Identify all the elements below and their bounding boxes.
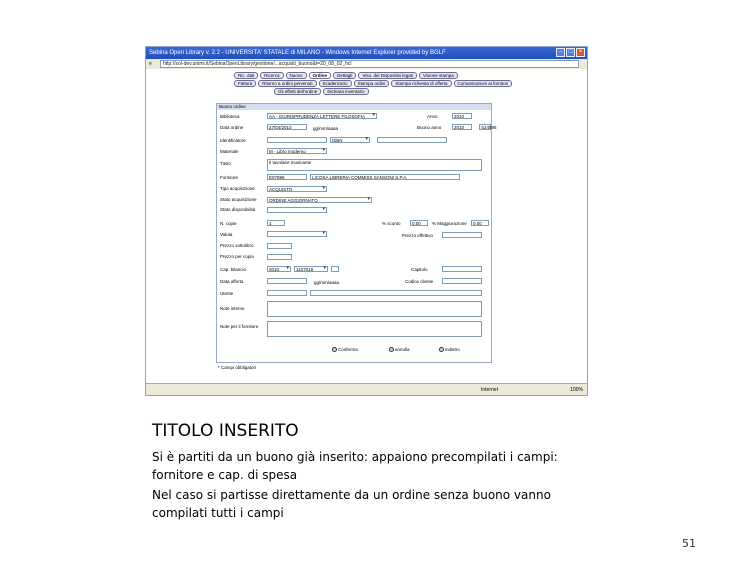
radio-dot-icon: [389, 347, 394, 352]
label-titolo: Titolo: [220, 161, 231, 166]
label-identificatore: Identificatore: [220, 138, 246, 143]
prezzo-sottolibro-field[interactable]: [267, 243, 292, 249]
label-stato: Stato acquisizione: [220, 197, 257, 202]
zoom-level[interactable]: 100%: [570, 387, 583, 393]
label-prezzo: Prezzo effettivo: [402, 233, 433, 238]
slide-line-3: Nel caso si partisse direttamente da un ordine senza buono vanno: [152, 488, 551, 502]
required-note: * Campi obbligatori: [218, 365, 257, 370]
data-offerta-format-hint: gg/mm/aaaa: [314, 280, 340, 285]
data-offerta-field[interactable]: [267, 278, 307, 284]
menu-row-1: [234, 72, 534, 79]
label-valuta: Valuta: [220, 232, 233, 237]
sconto-field[interactable]: 0.00: [410, 220, 428, 226]
isbn-field[interactable]: [377, 137, 447, 143]
slide-line-4: compilati tutti i campi: [152, 506, 284, 520]
stato-disp-select[interactable]: [267, 207, 327, 213]
browser-screenshot: [145, 46, 588, 396]
fornitore-name-field[interactable]: LICOSA LIBRERIA COMMISS SANSONI S.P.A.: [310, 174, 460, 180]
menu-comunicazioni[interactable]: Comunicazioni ai fornitori: [454, 80, 513, 87]
label-buono-anno: Buono anno: [417, 125, 442, 130]
label-data-offerta: Data offerta: [220, 279, 244, 284]
minimize-icon[interactable]: –: [556, 48, 565, 57]
label-note: Note interne: [220, 306, 245, 311]
note-fornitore-area[interactable]: [267, 321, 482, 337]
copie-field[interactable]: 1: [267, 220, 285, 226]
address-bar: [146, 59, 587, 69]
fornitore-code-field[interactable]: E07896: [267, 174, 307, 180]
menu-stampa-richiesta[interactable]: Stampa richiesta di offerta: [391, 80, 451, 87]
codice-field[interactable]: [442, 278, 482, 284]
buono-anno-field[interactable]: 2010: [452, 124, 472, 130]
menu-scadenzario[interactable]: Scadenzario: [319, 80, 352, 87]
radio-dot-icon: [332, 347, 337, 352]
label-note-fornitore: Note per il fornitore: [220, 324, 259, 329]
back-label: indietro: [445, 347, 460, 352]
cap-value-select[interactable]: 1107018 ▾: [294, 266, 328, 272]
menu-ric-dati[interactable]: Ric. dati: [234, 72, 258, 79]
utente-name-field[interactable]: [310, 290, 482, 296]
menu-row-2: [234, 80, 534, 87]
label-sconto: % sconto: [382, 221, 401, 226]
page-content: [146, 69, 587, 385]
confirm-label: Conferma: [338, 347, 358, 352]
zone-label: Internet: [481, 387, 498, 393]
menu-nuovo[interactable]: Nuovo: [286, 72, 307, 79]
slide-heading: TITOLO INSERITO: [152, 421, 299, 441]
back-option[interactable]: [439, 347, 460, 353]
radio-dot-icon: [439, 347, 444, 352]
prezzo-field[interactable]: [442, 232, 482, 238]
stato-select[interactable]: ORDINE AGGIORNATO ▾: [267, 197, 372, 203]
label-maggiorazione: % Maggiorazione: [432, 221, 467, 226]
cancel-option[interactable]: [389, 347, 410, 353]
address-field[interactable]: http://sol-dev.unimi.it/SebinaOpenLibrary/gestione/...acquisti_buono&t=20_08_02_hcl: [160, 60, 579, 68]
order-form: [216, 103, 497, 363]
menu-ritorno[interactable]: Ritorno a ordini pervenuti: [258, 80, 316, 87]
menu-visione-stampa[interactable]: Visione stampa: [419, 72, 458, 79]
identificatore-field[interactable]: [267, 137, 327, 143]
maximize-icon[interactable]: □: [566, 48, 575, 57]
menu-inventario[interactable]: Dichiara inventario: [323, 88, 368, 95]
valuta-select[interactable]: [267, 231, 327, 237]
menu-row-3: [234, 88, 534, 95]
menu-ricerca[interactable]: Ricerca: [260, 72, 283, 79]
prezzo-copia-field[interactable]: [267, 254, 292, 260]
close-icon[interactable]: ×: [576, 48, 585, 57]
label-copie: N. copie: [220, 221, 237, 226]
slide-line-1: Si è partiti da un buono già inserito: appaiono precompilati i campi:: [152, 450, 558, 464]
slide-line-2: fornitore e cap. di spesa: [152, 468, 298, 482]
data-field[interactable]: 27/04/2010: [267, 124, 307, 130]
label-stato-disp: Stato disponibilità: [220, 207, 256, 212]
tipo-select[interactable]: ACQUISTO ▾: [267, 186, 327, 192]
cap-year-select[interactable]: 2010 ▾: [267, 266, 291, 272]
label-codice: Codice cliente: [405, 279, 434, 284]
data-format-hint: gg/mm/aaaa: [313, 126, 339, 131]
note-interne-area[interactable]: [267, 301, 482, 317]
anno-field[interactable]: 2010: [452, 113, 472, 119]
label-biblioteca: Biblioteca: [220, 114, 240, 119]
menu-ordine[interactable]: Ordine: [309, 72, 332, 79]
titolo-field[interactable]: Il tavolaire musicante: [267, 159, 482, 171]
label-utente: Utente: [220, 291, 234, 296]
label-materiale: Materiale: [220, 149, 239, 154]
cap-extra-field[interactable]: [331, 266, 339, 272]
label-capitolo: Capitolo: [411, 267, 428, 272]
utente-field[interactable]: [267, 290, 307, 296]
label-anno: Anno: [427, 114, 438, 119]
ie-icon: e: [149, 61, 152, 67]
label-prezzo-copia: Prezzo per copia: [220, 254, 254, 259]
biblioteca-select[interactable]: AA - GIURISPRUDENZA LETTERE FILOSOFIA ▾: [267, 113, 377, 119]
materiale-select[interactable]: M - Libro moderno ▾: [267, 148, 327, 154]
status-bar: [146, 383, 587, 395]
menu-dispositivi[interactable]: Visu. dei Dispositivi legati: [358, 72, 417, 79]
identificatore-select[interactable]: ISBN ▾: [330, 137, 370, 143]
label-tipo: Tipo acquisizione: [220, 186, 255, 191]
maggiorazione-field[interactable]: 0.00: [471, 220, 489, 226]
menu-effetti[interactable]: Gli effetti dell'ordine: [274, 88, 321, 95]
form-header: Buono ordine: [217, 104, 491, 110]
menu-fattura[interactable]: Fattura: [234, 80, 256, 87]
window-titlebar: [146, 47, 587, 59]
label-prezzo-sottolibro: Prezzo sottolibro: [220, 243, 254, 248]
label-data: Data ordine: [220, 125, 244, 130]
page-number: 51: [682, 537, 696, 550]
window-title: Sebina Open Library v. 2.2 - UNIVERSITA' STATALE di MILANO - Windows Internet Explorer provided by BGLF: [149, 50, 446, 56]
menu-dettagli[interactable]: Dettagli: [333, 72, 356, 79]
label-fornitore: Fornitore: [220, 175, 239, 180]
confirm-option[interactable]: [332, 347, 358, 353]
capitolo-field[interactable]: [442, 266, 482, 272]
main-menu: [234, 72, 534, 96]
label-cap: Cap. bilancio: [220, 267, 247, 272]
menu-stampa-ordini[interactable]: Stampa ordini: [354, 80, 390, 87]
buono-numero-field[interactable]: S24586: [481, 125, 497, 130]
cancel-label: annulla: [395, 347, 410, 352]
